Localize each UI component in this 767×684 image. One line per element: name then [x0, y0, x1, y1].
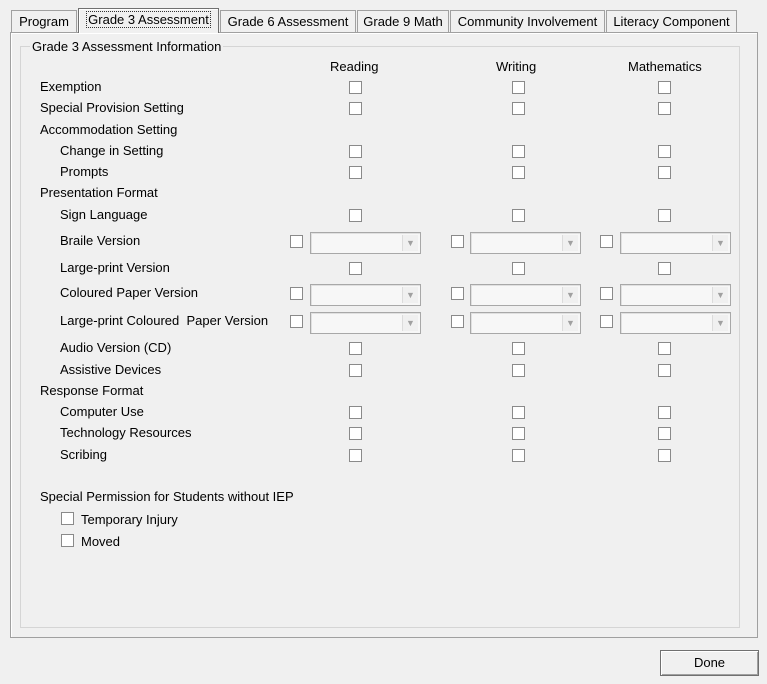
technology-reading-checkbox[interactable]: [349, 427, 362, 440]
label-computer-use: Computer Use: [60, 404, 144, 419]
lp-coloured-paper-mathematics-checkbox[interactable]: [600, 315, 613, 328]
label-large-print-coloured-paper-version: Large-print Coloured Paper Version: [60, 313, 269, 328]
temporary-injury-checkbox[interactable]: [61, 512, 74, 525]
change-in-setting-mathematics-checkbox[interactable]: [658, 145, 671, 158]
moved-label[interactable]: Moved: [81, 534, 121, 549]
computer-use-reading-checkbox[interactable]: [349, 406, 362, 419]
tab-literacy-component[interactable]: [606, 10, 737, 32]
label-exemption: Exemption: [40, 79, 102, 94]
tab-grade-3-assessment-label: Grade 3 Assessment: [88, 12, 209, 27]
technology-writing-checkbox[interactable]: [512, 427, 525, 440]
large-print-writing-checkbox[interactable]: [512, 262, 525, 275]
sign-language-writing-checkbox[interactable]: [512, 209, 525, 222]
label-coloured-paper-version: Coloured Paper Version: [60, 285, 199, 300]
tab-grade-9-math[interactable]: [357, 10, 449, 32]
lp-coloured-paper-mathematics-dropdown[interactable]: [620, 312, 731, 334]
lp-coloured-paper-writing-dropdown[interactable]: [470, 312, 581, 334]
coloured-paper-reading-dropdown[interactable]: [310, 284, 421, 306]
assistive-reading-checkbox[interactable]: [349, 364, 362, 377]
lp-coloured-paper-reading-dropdown[interactable]: [310, 312, 421, 334]
section-response-format: Response Format: [40, 383, 144, 398]
braile-reading-checkbox[interactable]: [290, 235, 303, 248]
coloured-paper-writing-dropdown[interactable]: [470, 284, 581, 306]
computer-use-writing-checkbox[interactable]: [512, 406, 525, 419]
chevron-down-icon[interactable]: ▼: [712, 235, 728, 251]
change-in-setting-writing-checkbox[interactable]: [512, 145, 525, 158]
lp-coloured-paper-writing-checkbox[interactable]: [451, 315, 464, 328]
prompts-writing-checkbox[interactable]: [512, 166, 525, 179]
chevron-down-icon[interactable]: ▼: [402, 315, 418, 331]
scribing-reading-checkbox[interactable]: [349, 449, 362, 462]
label-braile-version: Braile Version: [60, 233, 141, 248]
chevron-down-icon[interactable]: ▼: [562, 315, 578, 331]
chevron-down-icon[interactable]: ▼: [712, 315, 728, 331]
special-provision-reading-checkbox[interactable]: [349, 102, 362, 115]
computer-use-mathematics-checkbox[interactable]: [658, 406, 671, 419]
large-print-mathematics-checkbox[interactable]: [658, 262, 671, 275]
exemption-writing-checkbox[interactable]: [512, 81, 525, 94]
label-change-in-setting: Change in Setting: [60, 143, 164, 158]
braile-writing-checkbox[interactable]: [451, 235, 464, 248]
scribing-writing-checkbox[interactable]: [512, 449, 525, 462]
tab-community-involvement[interactable]: [450, 10, 605, 32]
label-prompts: Prompts: [60, 164, 109, 179]
chevron-down-icon[interactable]: ▼: [562, 235, 578, 251]
chevron-down-icon[interactable]: ▼: [562, 287, 578, 303]
column-header-writing: Writing: [496, 59, 537, 74]
column-header-reading: Reading: [330, 59, 379, 74]
braile-reading-dropdown[interactable]: [310, 232, 421, 254]
prompts-reading-checkbox[interactable]: [349, 166, 362, 179]
group-title: Grade 3 Assessment Information: [32, 39, 222, 54]
tab-community-involvement-label: Community Involvement: [457, 14, 598, 29]
label-audio-version: Audio Version (CD): [60, 340, 172, 355]
special-provision-writing-checkbox[interactable]: [512, 102, 525, 115]
chevron-down-icon[interactable]: ▼: [402, 287, 418, 303]
sign-language-reading-checkbox[interactable]: [349, 209, 362, 222]
label-technology-resources: Technology Resources: [60, 425, 192, 440]
braile-writing-dropdown[interactable]: [470, 232, 581, 254]
exemption-reading-checkbox[interactable]: [349, 81, 362, 94]
column-header-mathematics: Mathematics: [628, 59, 702, 74]
audio-mathematics-checkbox[interactable]: [658, 342, 671, 355]
tab-literacy-component-label: Literacy Component: [613, 14, 730, 29]
assistive-mathematics-checkbox[interactable]: [658, 364, 671, 377]
tab-grade-6-assessment-label: Grade 6 Assessment: [227, 14, 349, 29]
label-sign-language: Sign Language: [60, 207, 148, 222]
special-provision-mathematics-checkbox[interactable]: [658, 102, 671, 115]
coloured-paper-mathematics-dropdown[interactable]: [620, 284, 731, 306]
braile-mathematics-checkbox[interactable]: [600, 235, 613, 248]
tab-grade-9-math-label: Grade 9 Math: [363, 14, 443, 29]
audio-reading-checkbox[interactable]: [349, 342, 362, 355]
coloured-paper-writing-checkbox[interactable]: [451, 287, 464, 300]
section-accommodation-setting: Accommodation Setting: [40, 122, 178, 137]
label-assistive-devices: Assistive Devices: [60, 362, 162, 377]
chevron-down-icon[interactable]: ▼: [402, 235, 418, 251]
coloured-paper-mathematics-checkbox[interactable]: [600, 287, 613, 300]
lp-coloured-paper-reading-checkbox[interactable]: [290, 315, 303, 328]
sign-language-mathematics-checkbox[interactable]: [658, 209, 671, 222]
scribing-mathematics-checkbox[interactable]: [658, 449, 671, 462]
technology-mathematics-checkbox[interactable]: [658, 427, 671, 440]
audio-writing-checkbox[interactable]: [512, 342, 525, 355]
temporary-injury-label[interactable]: Temporary Injury: [81, 512, 178, 527]
tab-program[interactable]: [11, 10, 77, 32]
tab-grade-3-assessment[interactable]: [78, 8, 219, 33]
section-presentation-format: Presentation Format: [40, 185, 158, 200]
moved-checkbox[interactable]: [61, 534, 74, 547]
prompts-mathematics-checkbox[interactable]: [658, 166, 671, 179]
large-print-reading-checkbox[interactable]: [349, 262, 362, 275]
assistive-writing-checkbox[interactable]: [512, 364, 525, 377]
change-in-setting-reading-checkbox[interactable]: [349, 145, 362, 158]
done-button[interactable]: [660, 650, 759, 676]
done-button-label: Done: [693, 655, 726, 670]
tab-program-label: Program: [19, 14, 69, 29]
braile-mathematics-dropdown[interactable]: [620, 232, 731, 254]
coloured-paper-reading-checkbox[interactable]: [290, 287, 303, 300]
special-permission-title: Special Permission for Students without IEP: [40, 489, 294, 504]
label-special-provision-setting: Special Provision Setting: [40, 100, 184, 115]
tab-grade-6-assessment[interactable]: [220, 10, 356, 32]
label-large-print-version: Large-print Version: [60, 260, 170, 275]
chevron-down-icon[interactable]: ▼: [712, 287, 728, 303]
label-scribing: Scribing: [60, 447, 107, 462]
exemption-mathematics-checkbox[interactable]: [658, 81, 671, 94]
